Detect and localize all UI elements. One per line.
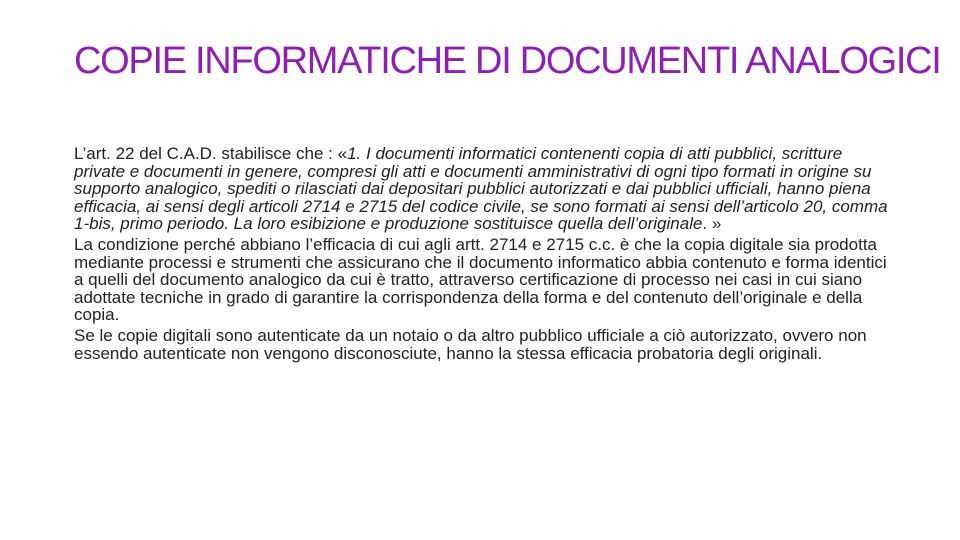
article-quote: 1. I documenti informatici contenenti copia di atti pubblici, scritture private e documenti in genere, compresi gli atti e documenti amministrativi di ogni tipo formati in origine su supporto analogico, spediti o rilasciati dai depositari pubblici autorizzati e dai pubblici ufficiali, hanno piena efficacia, ai sensi degli articoli 2714 e 2715 del codice civile, se sono formati ai sensi dell’articolo 20, comma 1-bis, primo periodo. La loro esibizione e produzione sostituisce quella dell’originale [74,144,888,234]
slide-body [74,145,894,365]
slide-title: COPIE INFORMATICHE DI DOCUMENTI ANALOGICI [74,40,941,82]
paragraph-authenticated-copies: Se le copie digitali sono autenticate da un notaio o da altro pubblico ufficiale a ciò autorizzato, ovvero non essendo autenticate non vengono disconosciute, hanno la stessa efficacia probatoria degli originali. [74,325,867,363]
paragraph-art-22 [74,145,894,233]
paragraph-condition: La condizione perché abbiano l’efficacia di cui agli artt. 2714 e 2715 c.c. è che la copia digitale sia prodotta mediante processi e strumenti che assicurano che il documento informatico abbia contenuto e forma identici a quelli del documento analogico da cui è tratto, attraverso certificazione di processo nei casi in cui siano adottate tecniche in grado di garantire la corrispondenza della forma e del contenuto dell’originale e della copia. [74,234,887,325]
quote-close: . » [702,214,722,234]
paragraph-art-22-lead: L’art. 22 del C.A.D. stabilisce che : « [74,144,348,163]
